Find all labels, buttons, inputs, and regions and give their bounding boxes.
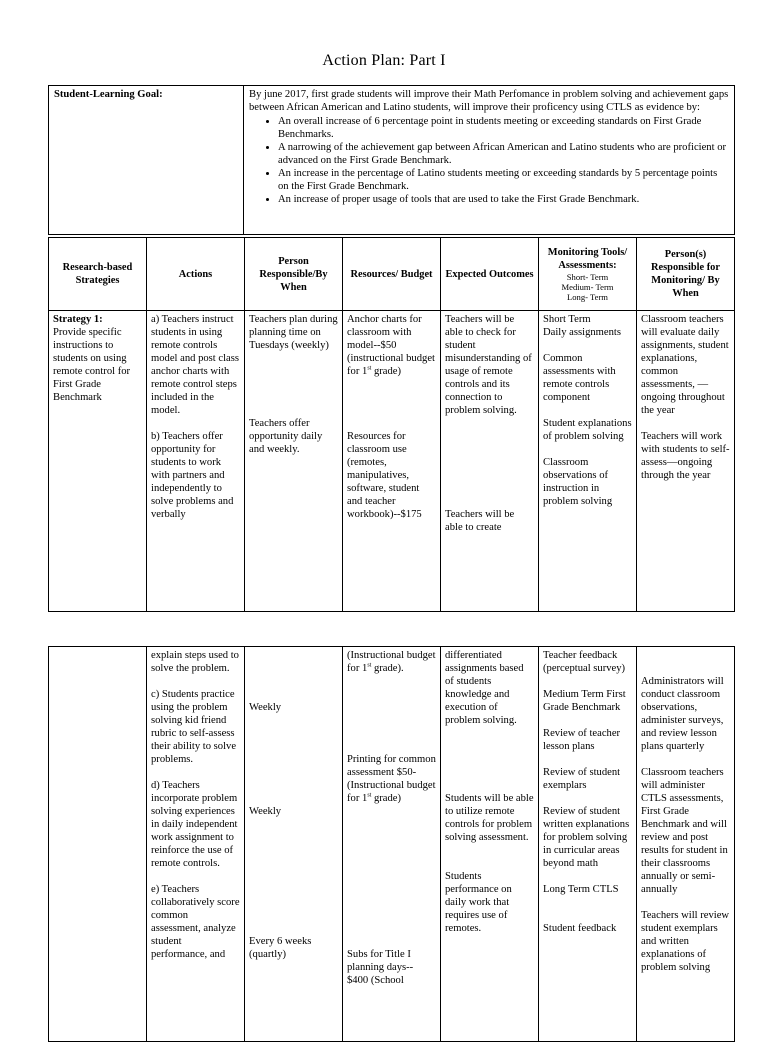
outcome-a: Teachers will be able to check for student misunderstanding of usage of remote controls and its connection to problem solving. [445, 314, 532, 416]
resp-2: Classroom teachers will administer CTLS assessments, First Grade Benchmark and will review and post results for student in their classrooms annually or semi-annually [641, 767, 728, 895]
action-e: e) Teachers collaboratively score common assessment, analyze student performance, and [151, 884, 240, 960]
resources-cell [343, 311, 441, 612]
person-e: Every 6 weeks (quartly) [249, 936, 312, 960]
goal-bullet: • An increase in the percentage of Latino students meeting or exceeding standards by 5 percentage points on the First Grade Benchmark. [278, 167, 729, 193]
action-c: c) Students practice using the problem solving kid friend rubric to self-assess their ability to solve problems. [151, 689, 237, 765]
resource-a [347, 313, 436, 378]
responsible-cell [637, 311, 735, 612]
header-row [49, 238, 735, 311]
outcome-b: Teachers will be able to create [445, 509, 515, 533]
resp-3: Teachers will review student exemplars and written explanations of problem solving [641, 910, 730, 973]
header-monitoring-long: Long- Term [566, 292, 608, 302]
outcomes-cell [441, 647, 539, 1042]
header-strategies: Research-based Strategies [49, 238, 147, 311]
resource-2-text: Printing for common assessment $50- (Instructional budget for 1 [347, 754, 436, 804]
person-d: Weekly [249, 806, 282, 817]
goal-label: Student-Learning Goal: [49, 86, 244, 235]
page-title: Action Plan: Part I [322, 52, 446, 69]
resource-2-text-end: grade) [371, 793, 402, 804]
resource-3: Subs for Title I planning days-- $400 (School [347, 949, 414, 986]
header-monitoring-label: Monitoring Tools/ Assessments: [547, 247, 628, 271]
monitor-item: Classroom observations of instruction in problem solving [543, 457, 613, 507]
goal-text [244, 86, 735, 235]
header-actions: Actions [147, 238, 245, 311]
resp-a: Classroom teachers will evaluate daily assignments, student explanations, common assessments, —ongoing throughout the year [641, 314, 729, 416]
monitor-item: Short Term [543, 314, 591, 325]
monitoring-cell [539, 647, 637, 1042]
resource-1-text: (Instructional budget for 1 [347, 650, 436, 674]
person-b: Teachers offer opportunity daily and weekly. [249, 418, 323, 455]
monitor-item: Student explanations of problem solving [543, 418, 632, 442]
person-c: Weekly [249, 702, 282, 713]
goal-table [48, 85, 735, 235]
outcome-2: Students will be able to utilize remote controls for problem solving assessment. [445, 793, 534, 843]
outcomes-cell [441, 311, 539, 612]
monitor-item: Review of student exemplars [543, 767, 621, 791]
person-cell [245, 311, 343, 612]
header-person: Person Responsible/By When [245, 238, 343, 311]
resp-1: Administrators will conduct classroom observations, administer surveys, and review lesson plans quarterly [641, 676, 724, 752]
outcome-3: Students performance on daily work that requires use of remotes. [445, 871, 512, 934]
resource-1 [347, 649, 436, 675]
monitoring-cell [539, 311, 637, 612]
strategy-label: Strategy 1: [53, 314, 103, 325]
resource-2 [347, 753, 436, 805]
actions-cell [147, 311, 245, 612]
goal-bullet-list [249, 115, 729, 206]
monitor-item: Teacher feedback (perceptual survey) [543, 650, 626, 674]
goal-bullet: • An overall increase of 6 percentage point in students meeting or exceeding standards on First Grade Benchmarks. [278, 115, 729, 141]
resources-cell [343, 647, 441, 1042]
action-continued: explain steps used to solve the problem. [151, 650, 239, 674]
person-a: Teachers plan during planning time on Tuesdays (weekly) [249, 314, 338, 351]
action-plan-table [48, 237, 735, 612]
resource-1-text-end: grade). [371, 663, 404, 674]
strategy-cell-empty [49, 647, 147, 1042]
action-a: a) Teachers instruct students in using remote controls model and post class anchor charts with remote control steps included in the model. [151, 314, 239, 416]
monitor-item: Daily assignments [543, 327, 621, 338]
header-outcomes: Expected Outcomes [441, 238, 539, 311]
monitor-item: Review of teacher lesson plans [543, 728, 621, 752]
header-responsible: Person(s) Responsible for Monitoring/ By When [637, 238, 735, 311]
header-resources: Resources/ Budget [343, 238, 441, 311]
table-row [49, 647, 735, 1042]
outcome-1: differentiated assignments based of students knowledge and execution of problem solving. [445, 650, 524, 726]
header-monitoring [539, 238, 637, 311]
monitor-item: Common assessments with remote controls component [543, 353, 616, 403]
goal-intro: By june 2017, first grade students will improve their Math Perfomance in problem solving and achievement gaps between African American and Latino students, will improve their proficency using CTLS as evidence by: [249, 89, 729, 113]
resource-b: Resources for classroom use (remotes, manipulatives, software, student and teacher workbook)--$175 [347, 431, 422, 520]
person-cell [245, 647, 343, 1042]
table-row [49, 311, 735, 612]
monitor-item: Long Term CTLS [543, 884, 619, 895]
resp-b: Teachers will work with students to self-assess—ongoing through the year [641, 431, 730, 481]
monitor-item: Student feedback [543, 923, 617, 934]
goal-bullet: • An increase of proper usage of tools that are used to take the First Grade Benchmark. [278, 193, 729, 206]
monitor-item: Medium Term First Grade Benchmark [543, 689, 626, 713]
resource-a-text: Anchor charts for classroom with model--$50 (instructional budget for 1 [347, 314, 435, 377]
actions-cell [147, 647, 245, 1042]
strategy-cell [49, 311, 147, 612]
superscript: st [367, 365, 372, 372]
goal-bullet: • A narrowing of the achievement gap between African American and Latino students who are proficient or advanced on the First Grade Benchmark. [278, 141, 729, 167]
strategy-text: Provide specific instructions to students on using remote control for First Grade Benchmark [53, 327, 131, 403]
monitor-item: Review of student written explanations for problem solving in curricular areas beyond math [543, 806, 630, 869]
responsible-cell [637, 647, 735, 1042]
header-monitoring-medium: Medium- Term [561, 282, 614, 292]
superscript: st [367, 662, 372, 669]
action-d: d) Teachers incorporate problem solving experiences in daily independent work assignment to reinforce the use of remote controls. [151, 780, 238, 869]
header-monitoring-short: Short- Term [566, 272, 609, 282]
superscript: st [367, 792, 372, 799]
action-b: b) Teachers offer opportunity for students to work with partners and independently to solve problems and verbally [151, 431, 234, 520]
action-plan-table-continued [48, 646, 735, 1042]
resource-a-text-end: grade) [371, 366, 402, 377]
